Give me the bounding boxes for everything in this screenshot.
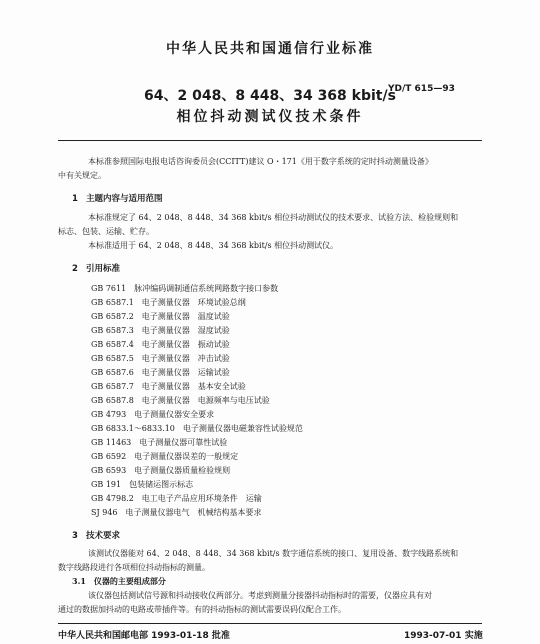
section3-para1-line2: 数字线路段进行各项相位抖动指标的测量。 <box>58 563 210 572</box>
reference-item: GB 6833.1～6833.10 电子测量仪器电磁兼容性试验规范 <box>91 424 303 433</box>
intro-line1: 本标准参照国际电报电话咨询委员会(CCITT)建议 O・171《用于数字系统的定时抖动测量设备》 <box>88 157 433 166</box>
section3-number: 3 <box>72 531 78 541</box>
section1-heading <box>72 192 163 204</box>
standard-category: 中华人民共和国通信行业标准 <box>166 41 374 57</box>
standard-code: YD/T 615—93 <box>388 84 455 94</box>
section1-title: 主题内容与适用范围 <box>86 194 163 204</box>
reference-item: GB 7611 脉冲编码调制通信系统网路数字接口参数 <box>91 284 279 293</box>
section1-para2: 本标准适用于 64、2 048、8 448、34 368 kbit/s 相位抖动测试仪。 <box>88 241 339 250</box>
document-title-line2: 相位抖动测试仪技术条件 <box>176 109 364 125</box>
document-title-line1: 64、2 048、8 448、34 368 kbit/s <box>144 88 396 104</box>
subsection-3-1-line2: 通过的数据加抖动的电路或带插件等。有的抖动指标的测试需要误码仪配合工作。 <box>58 605 346 614</box>
subsection-3-1-title: 3.1 仪器的主要组成部分 <box>72 576 166 586</box>
section2-title: 引用标准 <box>86 264 121 274</box>
reference-item: GB 6587.5 电子测量仪器 冲击试验 <box>91 354 230 363</box>
reference-item: GB 6587.1 电子测量仪器 环境试验总纲 <box>91 298 246 307</box>
reference-item: GB 4798.2 电工电子产品应用环境条件 运输 <box>91 494 262 503</box>
section3-heading <box>72 529 120 541</box>
section1-para1-line2: 标志、包装、运输、贮存。 <box>58 227 154 236</box>
reference-item: GB 6587.7 电子测量仪器 基本安全试验 <box>91 382 246 391</box>
section3-para1-line1: 该测试仪器能对 64、2 048、8 448、34 368 kbit/s 数字通信系统的接口、复用设备、数字线路系统和 <box>88 549 459 558</box>
implementation-date: 1993-07-01 实施 <box>404 631 483 641</box>
section1-para1-line1: 本标准规定了 64、2 048、8 448、34 368 kbit/s 相位抖动测试仪的技术要求、试验方法、检验规则和 <box>88 213 459 222</box>
header-divider <box>58 140 482 141</box>
section3-title: 技术要求 <box>86 531 121 541</box>
approval-info: 中华人民共和国邮电部 1993-01-18 批准 <box>58 631 230 641</box>
reference-item: GB 191 包装储运图示标志 <box>91 480 194 489</box>
reference-item: GB 6592 电子测量仪器误差的一般规定 <box>91 452 239 461</box>
reference-item: GB 6587.6 电子测量仪器 运输试验 <box>91 368 230 377</box>
section2-number: 2 <box>72 264 78 274</box>
intro-line2: 中有关规定。 <box>58 171 106 180</box>
reference-item: GB 6587.4 电子测量仪器 振动试验 <box>91 340 230 349</box>
footer-divider <box>58 623 482 624</box>
section1-number: 1 <box>72 194 78 204</box>
subsection-3-1-line1: 该仪器包括测试信号源和抖动接收仪两部分。考虑到测量分接器抖动指标时的需要，仪器应具有对 <box>88 591 432 600</box>
reference-item: GB 11463 电子测量仪器可靠性试验 <box>91 438 228 447</box>
reference-item: GB 6587.2 电子测量仪器 温度试验 <box>91 312 230 321</box>
reference-item: GB 6587.8 电子测量仪器 电源频率与电压试验 <box>91 396 270 405</box>
reference-item: GB 6593 电子测量仪器质量检验规则 <box>91 466 231 475</box>
reference-item: SJ 946 电子测量仪器电气 机械结构基本要求 <box>91 508 262 517</box>
reference-item: GB 4793 电子测量仪器安全要求 <box>91 410 215 419</box>
section2-heading <box>72 262 120 274</box>
reference-item: GB 6587.3 电子测量仪器 湿度试验 <box>91 326 230 335</box>
